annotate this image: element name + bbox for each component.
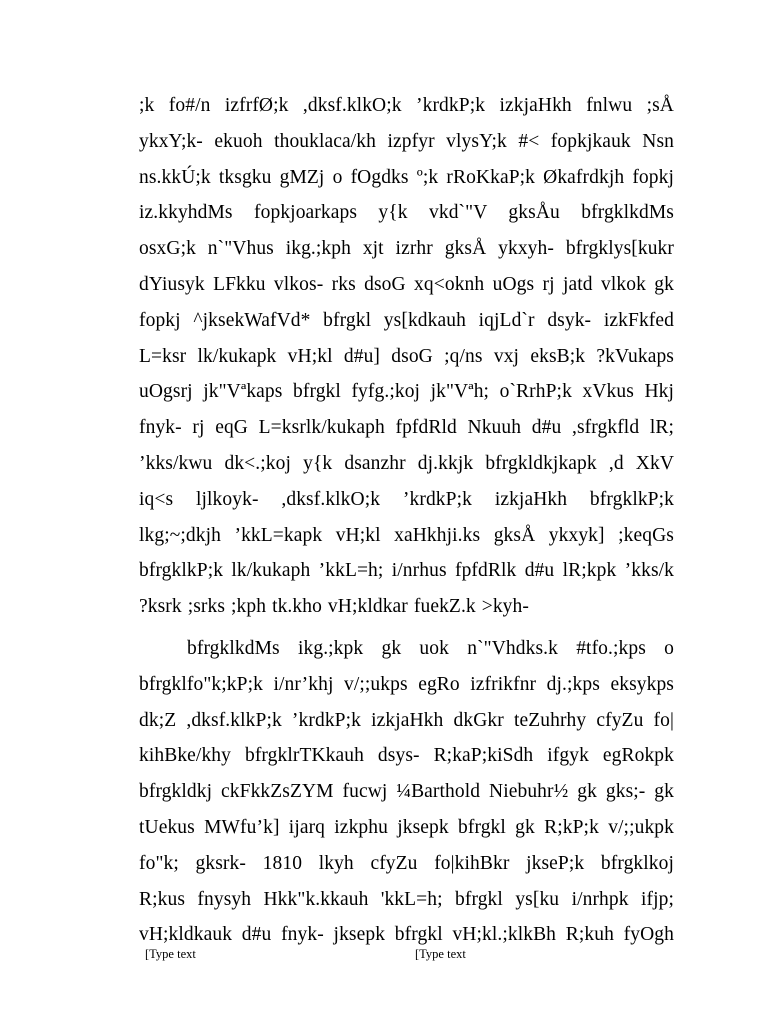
paragraph-1 [139,88,674,625]
text-line: vH;kldkauk d#u fnyk- jksepk bfrgkl vH;kl.;klkBh R;kuh fyOgh [139,924,674,946]
text-line: fo"k; gksrk- 1810 lkyh cfyZu fo|kihBkr jkseP;k bfrgklkoj [139,852,674,874]
text-line: dYiusyk LFkku vlkos- rks dsoG xq<oknh uOgs rj jatd vlkok gk [139,273,674,295]
text-line: tUekus MWfu’k] ijarq izkphu jksepk bfrgkl gk R;kP;k v/;;ukpk [139,816,674,838]
text-line: uOgsrj jk"Vªkaps bfrgkl fyfg.;koj jk"Vªh; o`RrhP;k xVkus Hkj [139,381,674,403]
text-line: L=ksr lk/kukapk vH;kl d#u] dsoG ;q/ns vxj eksB;k ?kVukaps [139,345,674,367]
paragraph-2 [139,631,674,953]
text-line: R;kus fnysyh Hkk"k.kkauh 'kkL=h; bfrgkl ys[ku i/nrhpk ifjp; [139,888,674,910]
footer-placeholder-left: [Type text [145,947,196,961]
text-line: iq<s ljlkoyk- ,dksf.klkO;k ’krdkP;k izkjaHkh bfrgklkP;k [139,488,674,510]
text-line: bfrgkldkj ckFkkZsZYM fucwj ¼Barthold Niebuhr½ gk gks;- gk [139,781,674,803]
text-line: fnyk- rj eqG L=ksrlk/kukaph fpfdRld Nkuuh d#u ,sfrgkfld lR; [139,417,674,439]
text-line: bfrgklkP;k lk/kukaph ’kkL=h; i/nrhus fpfdRlk d#u lR;kpk ’kks/k [139,560,674,582]
text-line: bfrgklkdMs ikg.;kpk gk uok n`"Vhdks.k #tfo.;kps o [187,637,674,659]
text-line: osxG;k n`"Vhus ikg.;kph xjt izrhr gksÅ ykxyh- bfrgklys[kukr [139,238,674,260]
text-line: ykxY;k- ekuoh thouklaca/kh izpfyr vlysY;k #< fopkjkauk Nsn [139,130,674,152]
text-line: fopkj ^jksekWafVd* bfrgkl ys[kdkauh iqjLd`r dsyk- izkFkfed [139,309,674,331]
text-line: ?ksrk ;srks ;kph tk.kho vH;kldkar fuekZ.k >kyh- [139,596,529,618]
footer-placeholder-center: [Type text [415,947,466,961]
text-line: ;k fo#/n izfrfØ;k ,dksf.klkO;k ’krdkP;k izkjaHkh fnlwu ;sÅ [139,95,674,116]
text-line: ns.kkÚ;k tksgku gMZj o fOgdks º;k rRoKkaP;k Økafrdkjh fopkj [139,166,674,188]
body-text [139,88,674,953]
text-line: lkg;~;dkjh ’kkL=kapk vH;kl xaHkhji.ks gksÅ ykxyk] ;keqGs [139,524,674,546]
text-line: dk;Z ,dksf.klkP;k ’krdkP;k izkjaHkh dkGkr teZuhrhy cfyZu fo| [139,709,674,731]
text-line: iz.kkyhdMs fopkjoarkaps y{k vkd`"V gksÅu bfrgklkdMs [139,202,674,224]
text-line: ’kks/kwu dk<.;koj y{k dsanzhr dj.kkjk bfrgkldkjkapk ,d XkV [139,452,674,474]
text-line: kihBke/khy bfrgklrTKkauh dsys- R;kaP;kiSdh ifgyk egRokpk [139,745,674,767]
text-line: bfrgklfo"k;kP;k i/nr’khj v/;;ukps egRo izfrikfnr dj.;kps eksykps [139,673,674,695]
